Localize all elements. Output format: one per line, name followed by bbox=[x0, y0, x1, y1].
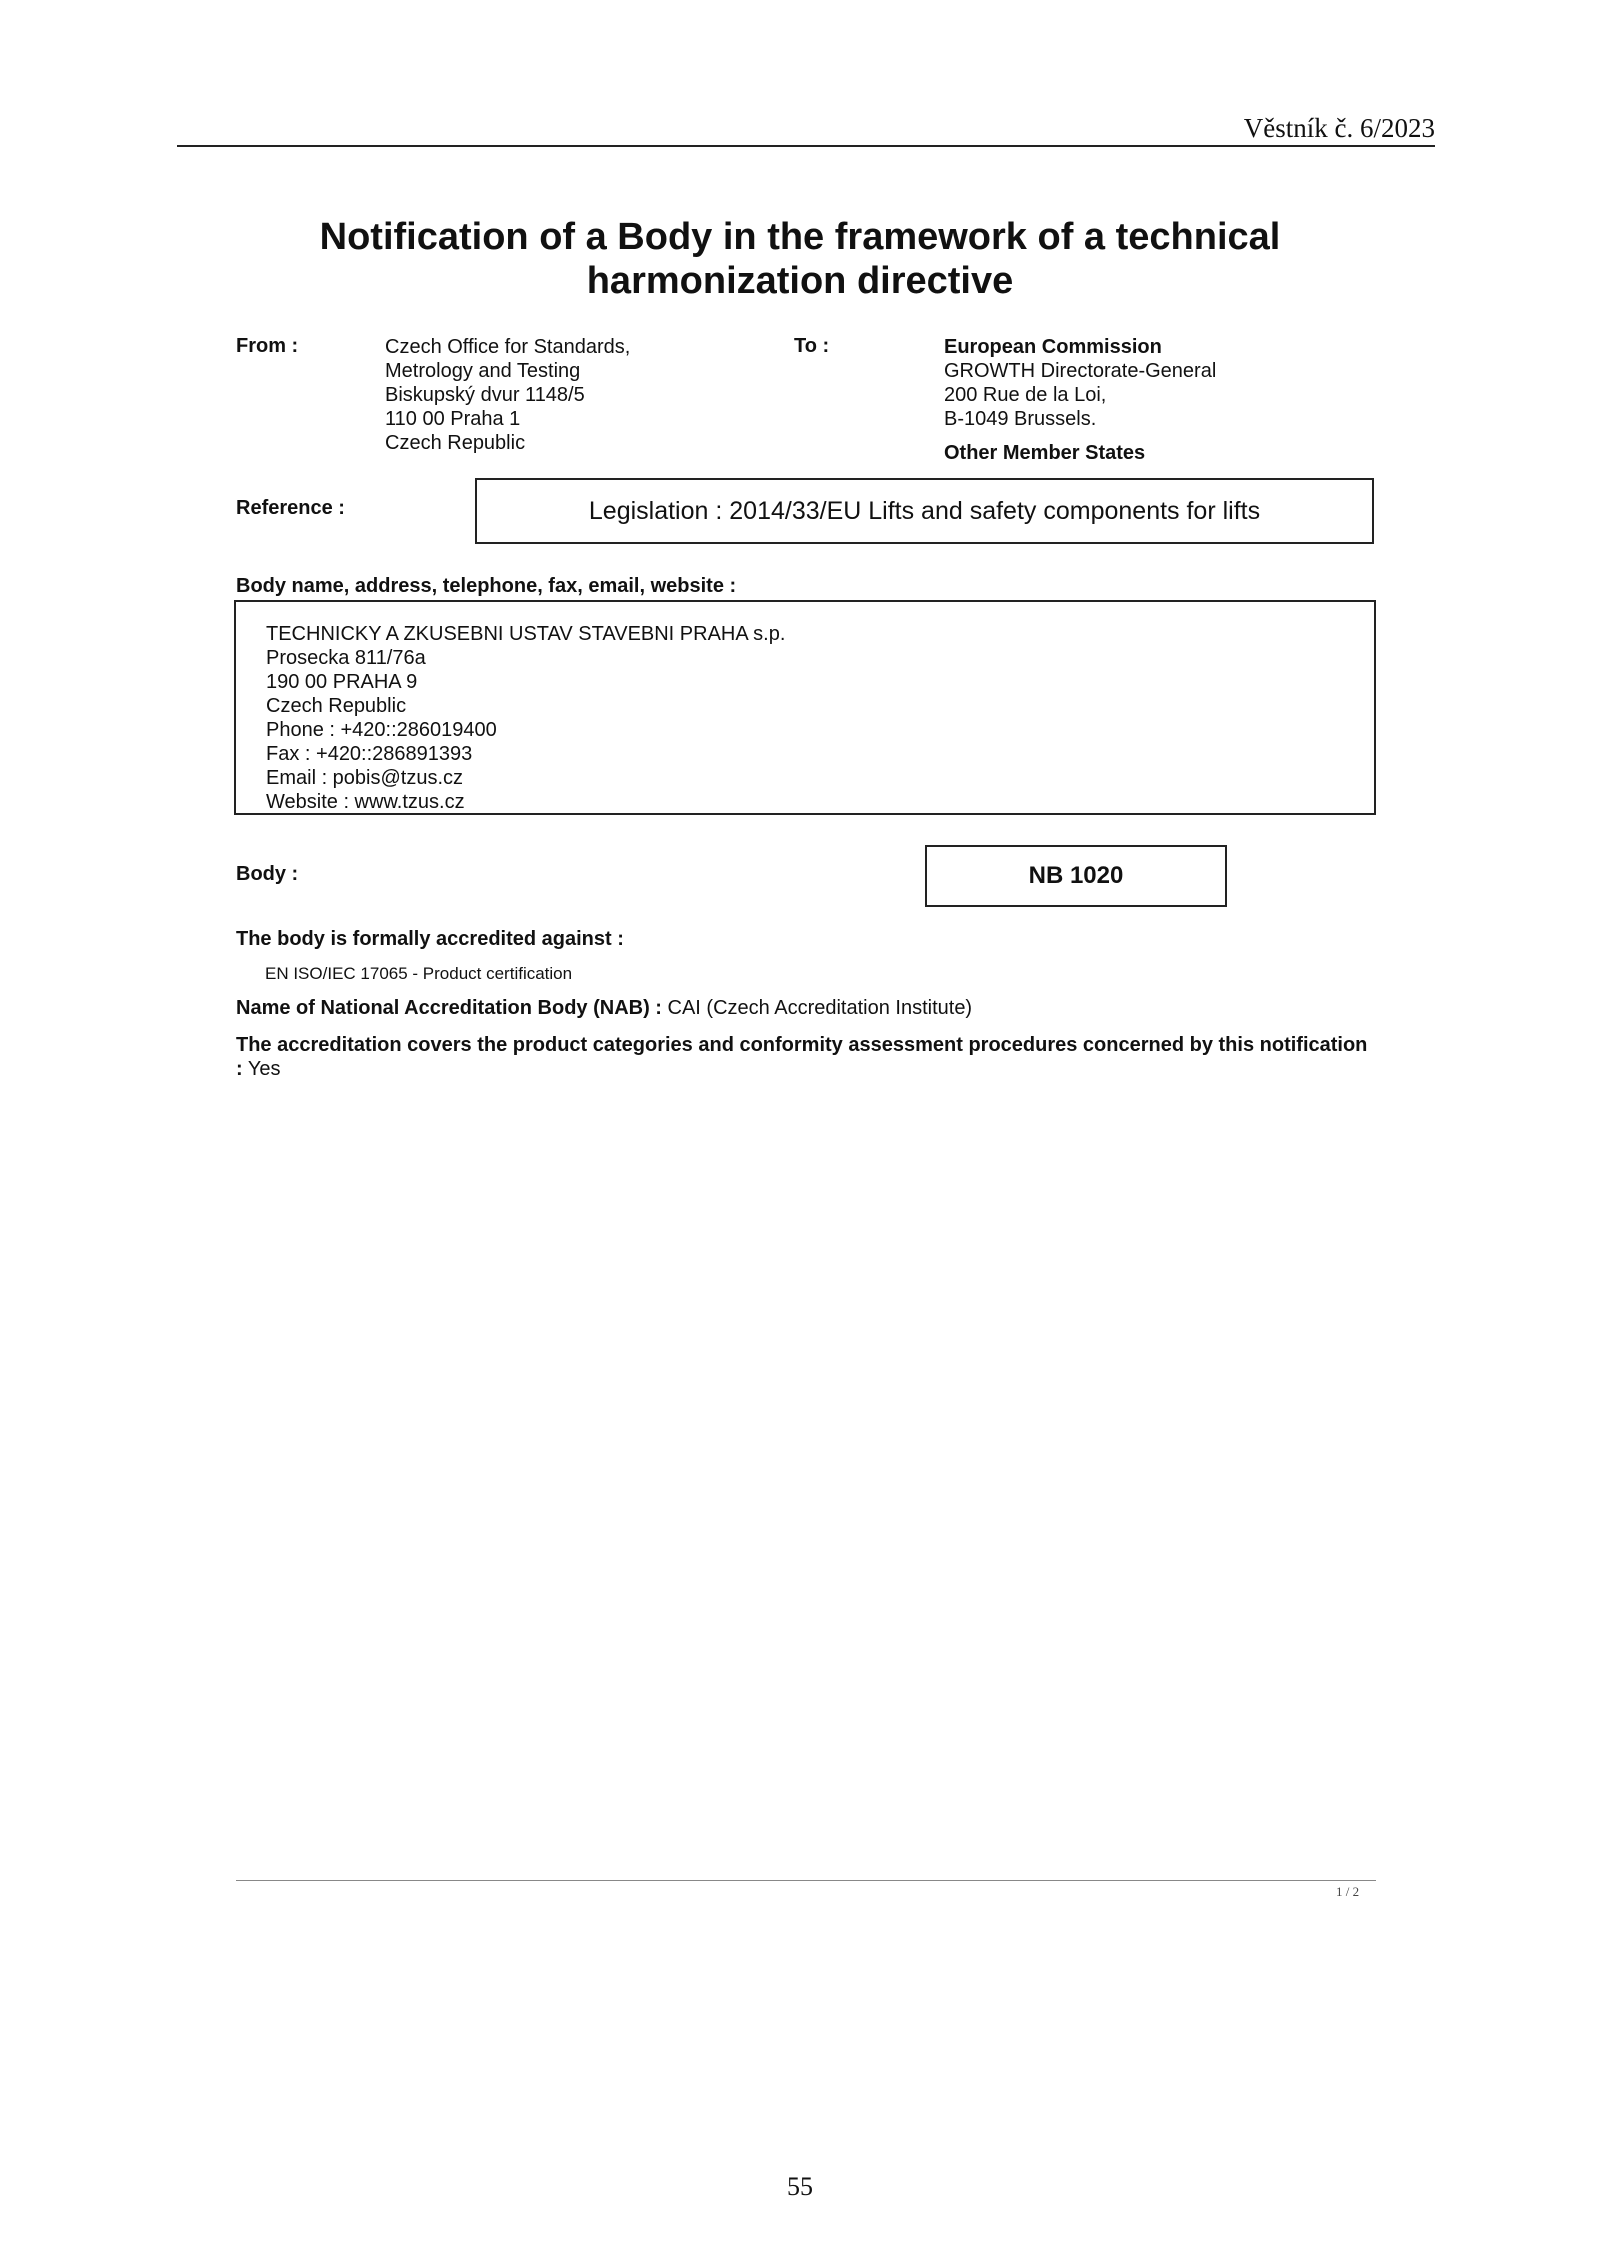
body-info-line: Phone : +420::286019400 bbox=[266, 719, 497, 741]
reference-label: Reference : bbox=[236, 497, 345, 519]
accreditation-standard: EN ISO/IEC 17065 - Product certification bbox=[265, 964, 573, 983]
body-info-line: 190 00 PRAHA 9 bbox=[266, 671, 418, 693]
legislation-box bbox=[475, 478, 1374, 544]
footer-rule bbox=[236, 1880, 1376, 1881]
from-label: From : bbox=[236, 335, 299, 357]
title-line-1: Notification of a Body in the framework of a technical bbox=[319, 216, 1281, 258]
body-info-line: TECHNICKY A ZKUSEBNI USTAV STAVEBNI PRAHA s.p. bbox=[266, 623, 786, 645]
coverage-value: Yes bbox=[242, 1058, 281, 1080]
body-info-box bbox=[234, 600, 1376, 815]
journal-issue: Věstník č. 6/2023 bbox=[1243, 113, 1435, 143]
document-title bbox=[236, 215, 1364, 303]
to-other-member-states: Other Member States bbox=[944, 442, 1146, 464]
accreditation-label: The body is formally accredited against : bbox=[236, 928, 624, 950]
from-line: Biskupský dvur 1148/5 bbox=[385, 384, 585, 406]
body-label: Body : bbox=[236, 863, 299, 885]
body-info-line: Czech Republic bbox=[266, 695, 407, 717]
page-number: 55 bbox=[787, 2172, 813, 2201]
title-line-2: harmonization directive bbox=[586, 260, 1014, 302]
page-fraction: 1 / 2 bbox=[1336, 1884, 1360, 1899]
body-info-line: Website : www.tzus.cz bbox=[266, 791, 465, 813]
coverage-label: The accreditation covers the product categories and conformity assessment procedures concerned by this notification : bbox=[236, 1034, 1368, 1080]
header-rule bbox=[177, 145, 1435, 147]
body-info-line: Email : pobis@tzus.cz bbox=[266, 767, 464, 789]
body-info-line: Fax : +420::286891393 bbox=[266, 743, 473, 765]
body-info-label: Body name, address, telephone, fax, email, website : bbox=[236, 575, 737, 597]
coverage-statement bbox=[236, 1033, 1376, 1081]
from-address bbox=[385, 335, 630, 455]
nab-value: CAI (Czech Accreditation Institute) bbox=[661, 997, 973, 1019]
from-line: Czech Republic bbox=[385, 432, 526, 454]
from-line: 110 00 Praha 1 bbox=[385, 408, 521, 430]
to-org: European Commission bbox=[944, 336, 1162, 358]
nab-label: Name of National Accreditation Body (NAB) : bbox=[236, 997, 662, 1019]
body-info-line: Prosecka 811/76a bbox=[266, 647, 426, 669]
from-line: Czech Office for Standards, bbox=[385, 336, 631, 358]
nab-line bbox=[236, 997, 972, 1020]
notified-body-number-box bbox=[925, 845, 1227, 907]
notified-body-number: NB 1020 bbox=[1028, 862, 1124, 889]
from-line: Metrology and Testing bbox=[385, 360, 581, 382]
to-line: B-1049 Brussels. bbox=[944, 408, 1097, 430]
to-line: GROWTH Directorate-General bbox=[944, 360, 1217, 382]
to-address bbox=[944, 335, 1216, 431]
to-label: To : bbox=[794, 335, 830, 357]
to-line: 200 Rue de la Loi, bbox=[944, 384, 1107, 406]
legislation-text: Legislation : 2014/33/EU Lifts and safety components for lifts bbox=[588, 496, 1261, 525]
